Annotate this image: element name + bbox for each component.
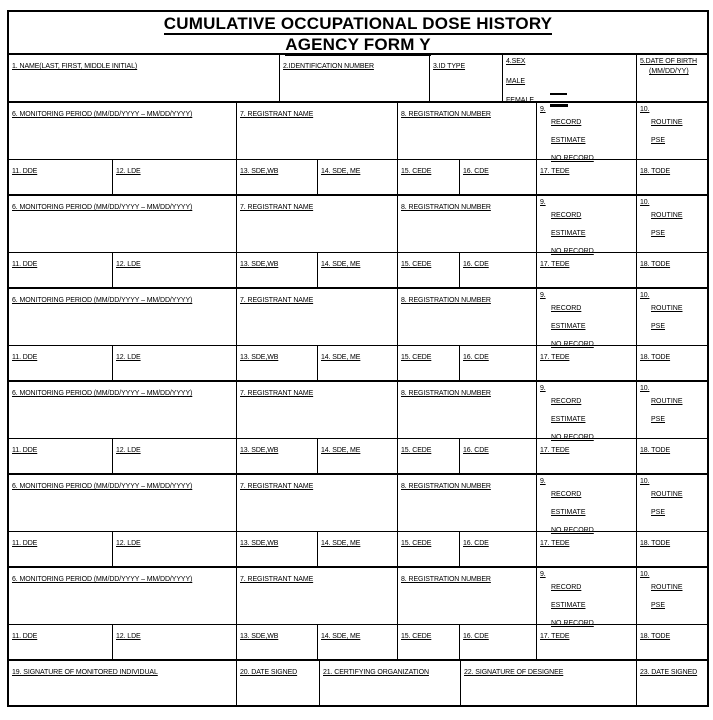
sex-field — [502, 55, 636, 104]
option-pse[interactable]: PSE — [651, 323, 666, 330]
sde-wb-field[interactable] — [236, 253, 317, 287]
cede-label: 15. CEDE — [401, 168, 432, 175]
dde-field[interactable] — [9, 346, 112, 380]
option-pse[interactable]: PSE — [651, 137, 666, 144]
date-signed-field[interactable] — [236, 661, 319, 705]
tede-field[interactable] — [536, 532, 636, 566]
option-no-record[interactable]: NO RECORD — [551, 341, 594, 348]
option-record[interactable]: RECORD — [551, 119, 582, 126]
exposure-type-label: 10. — [640, 106, 650, 113]
tede-label: 17. TEDE — [540, 261, 570, 268]
record-type-field — [536, 475, 636, 534]
registration-number-label: 8. REGISTRATION NUMBER — [401, 297, 491, 304]
option-routine[interactable]: ROUTINE — [651, 305, 683, 312]
exposure-type-label: 10. — [640, 292, 650, 299]
registrant-name-field[interactable] — [236, 103, 397, 159]
exposure-type-field — [636, 382, 707, 438]
monitoring-period-label: 6. MONITORING PERIOD (MM/DD/YYYY – MM/DD/YYYY) — [12, 297, 193, 304]
sde-me-label: 14. SDE, ME — [321, 633, 361, 640]
tode-label: 18. TODE — [640, 633, 671, 640]
monitoring-period-label: 6. MONITORING PERIOD (MM/DD/YYYY – MM/DD/YYYY) — [12, 111, 193, 118]
sde-wb-label: 13. SDE,WB — [240, 354, 279, 361]
tode-field[interactable] — [636, 625, 707, 659]
lde-field[interactable] — [112, 253, 236, 287]
registrant-name-field[interactable] — [236, 196, 397, 252]
monitoring-period-field[interactable] — [9, 568, 236, 624]
designee-date-signed-field[interactable] — [636, 661, 707, 705]
monitoring-period-field[interactable] — [9, 103, 236, 159]
exposure-type-field — [636, 475, 707, 531]
tode-label: 18. TODE — [640, 540, 671, 547]
cde-label: 16. CDE — [463, 354, 489, 361]
form-title: CUMULATIVE OCCUPATIONAL DOSE HISTORY — [163, 14, 553, 33]
monitoring-period-field[interactable] — [9, 196, 236, 252]
monitoring-block — [9, 194, 707, 287]
form-subtitle: AGENCY FORM Y — [285, 35, 431, 54]
registrant-name-field[interactable] — [236, 382, 397, 438]
option-record[interactable]: RECORD — [551, 584, 582, 591]
date-signed-label: 20. DATE SIGNED — [240, 669, 298, 676]
record-type-label: 9. — [540, 571, 546, 578]
dde-label: 11. DDE — [12, 540, 38, 547]
cede-label: 15. CEDE — [401, 447, 432, 454]
cde-field[interactable] — [459, 439, 536, 473]
certifying-organization-label: 21. CERTIFYING ORGANIZATION — [323, 669, 429, 676]
tode-label: 18. TODE — [640, 168, 671, 175]
tode-label: 18. TODE — [640, 447, 671, 454]
signature-row — [9, 659, 707, 705]
cde-label: 16. CDE — [463, 261, 489, 268]
lde-label: 12. LDE — [116, 540, 141, 547]
option-record[interactable]: RECORD — [551, 491, 582, 498]
signature-designee-field[interactable] — [460, 661, 636, 705]
option-estimate[interactable]: ESTIMATE — [551, 416, 586, 423]
dde-field[interactable] — [9, 253, 112, 287]
tede-label: 17. TEDE — [540, 168, 570, 175]
sex-fill-line[interactable] — [550, 93, 567, 95]
registration-number-field[interactable] — [397, 289, 536, 345]
tode-label: 18. TODE — [640, 354, 671, 361]
sex-option-female[interactable]: FEMALE — [506, 97, 535, 104]
id-type-field[interactable] — [429, 55, 502, 101]
cede-field[interactable] — [397, 625, 459, 659]
registrant-name-label: 7. REGISTRANT NAME — [240, 297, 314, 304]
form-title-block — [9, 12, 707, 53]
exposure-type-label: 10. — [640, 385, 650, 392]
cde-label: 16. CDE — [463, 633, 489, 640]
option-pse[interactable]: PSE — [651, 509, 666, 516]
monitoring-block — [9, 101, 707, 194]
cde-label: 16. CDE — [463, 540, 489, 547]
registration-number-label: 8. REGISTRATION NUMBER — [401, 111, 491, 118]
cede-field[interactable] — [397, 253, 459, 287]
signature-monitored-label: 19. SIGNATURE OF MONITORED INDIVIDUAL — [12, 669, 158, 676]
dose-history-form — [7, 10, 709, 707]
exposure-type-field — [636, 103, 707, 159]
option-pse[interactable]: PSE — [651, 230, 666, 237]
monitoring-period-field[interactable] — [9, 382, 236, 438]
record-type-label: 9. — [540, 478, 546, 485]
option-pse[interactable]: PSE — [651, 416, 666, 423]
monitoring-block — [9, 380, 707, 473]
record-type-label: 9. — [540, 385, 546, 392]
record-type-label: 9. — [540, 292, 546, 299]
record-type-field — [536, 568, 636, 627]
option-routine[interactable]: ROUTINE — [651, 584, 683, 591]
monitoring-period-label: 6. MONITORING PERIOD (MM/DD/YYYY – MM/DD/YYYY) — [12, 390, 193, 397]
cde-field[interactable] — [459, 625, 536, 659]
registration-number-field[interactable] — [397, 196, 536, 252]
tede-field[interactable] — [536, 439, 636, 473]
tode-field[interactable] — [636, 439, 707, 473]
registration-number-field[interactable] — [397, 382, 536, 438]
designee-date-signed-label: 23. DATE SIGNED — [640, 669, 698, 676]
lde-field[interactable] — [112, 160, 236, 194]
certifying-organization-field[interactable] — [319, 661, 460, 705]
cde-field[interactable] — [459, 253, 536, 287]
dde-label: 11. DDE — [12, 447, 38, 454]
cede-field[interactable] — [397, 532, 459, 566]
dde-label: 11. DDE — [12, 261, 38, 268]
option-record[interactable]: RECORD — [551, 398, 582, 405]
registrant-name-field[interactable] — [236, 475, 397, 531]
sde-wb-field[interactable] — [236, 346, 317, 380]
option-routine[interactable]: ROUTINE — [651, 491, 683, 498]
record-type-field — [536, 382, 636, 441]
registration-number-label: 8. REGISTRATION NUMBER — [401, 483, 491, 490]
registrant-name-label: 7. REGISTRANT NAME — [240, 204, 314, 211]
registrant-name-field[interactable] — [236, 289, 397, 345]
sex-option-male[interactable]: MALE — [506, 78, 526, 85]
date-of-birth-label: 5.DATE OF BIRTH — [640, 58, 697, 65]
sde-me-field[interactable] — [317, 253, 397, 287]
cde-label: 16. CDE — [463, 447, 489, 454]
option-no-record[interactable]: NO RECORD — [551, 248, 594, 255]
registration-number-field[interactable] — [397, 568, 536, 624]
option-record[interactable]: RECORD — [551, 212, 582, 219]
option-no-record[interactable]: NO RECORD — [551, 434, 594, 441]
dde-field[interactable] — [9, 160, 112, 194]
exposure-type-label: 10. — [640, 199, 650, 206]
sde-wb-label: 13. SDE,WB — [240, 168, 279, 175]
sde-me-field[interactable] — [317, 625, 397, 659]
dde-label: 11. DDE — [12, 354, 38, 361]
tede-field[interactable] — [536, 160, 636, 194]
record-type-label: 9. — [540, 106, 546, 113]
sde-wb-field[interactable] — [236, 439, 317, 473]
registrant-name-label: 7. REGISTRANT NAME — [240, 111, 314, 118]
lde-label: 12. LDE — [116, 633, 141, 640]
sde-me-field[interactable] — [317, 439, 397, 473]
monitoring-period-field[interactable] — [9, 289, 236, 345]
sde-wb-field[interactable] — [236, 625, 317, 659]
lde-label: 12. LDE — [116, 447, 141, 454]
tode-field[interactable] — [636, 532, 707, 566]
cede-field[interactable] — [397, 160, 459, 194]
identification-number-label: 2.IDENTIFICATION NUMBER — [283, 63, 374, 70]
sde-me-label: 14. SDE, ME — [321, 354, 361, 361]
sde-me-field[interactable] — [317, 160, 397, 194]
exposure-type-label: 10. — [640, 571, 650, 578]
option-pse[interactable]: PSE — [651, 602, 666, 609]
sde-me-label: 14. SDE, ME — [321, 540, 361, 547]
registrant-name-field[interactable] — [236, 568, 397, 624]
tede-field[interactable] — [536, 625, 636, 659]
option-routine[interactable]: ROUTINE — [651, 398, 683, 405]
monitoring-period-label: 6. MONITORING PERIOD (MM/DD/YYYY – MM/DD/YYYY) — [12, 204, 193, 211]
tede-field[interactable] — [536, 346, 636, 380]
registration-number-label: 8. REGISTRATION NUMBER — [401, 204, 491, 211]
registration-number-label: 8. REGISTRATION NUMBER — [401, 390, 491, 397]
sde-me-field[interactable] — [317, 532, 397, 566]
option-routine[interactable]: ROUTINE — [651, 119, 683, 126]
lde-field[interactable] — [112, 346, 236, 380]
sde-wb-field[interactable] — [236, 160, 317, 194]
sde-me-label: 14. SDE, ME — [321, 447, 361, 454]
lde-label: 12. LDE — [116, 354, 141, 361]
record-type-field — [536, 196, 636, 255]
monitoring-block — [9, 566, 707, 659]
sde-me-label: 14. SDE, ME — [321, 261, 361, 268]
option-estimate[interactable]: ESTIMATE — [551, 323, 586, 330]
sde-wb-label: 13. SDE,WB — [240, 261, 279, 268]
exposure-type-field — [636, 289, 707, 345]
identity-row — [9, 53, 707, 104]
cede-label: 15. CEDE — [401, 633, 432, 640]
option-no-record[interactable]: NO RECORD — [551, 155, 594, 162]
name-field[interactable] — [9, 55, 279, 101]
exposure-type-field — [636, 196, 707, 252]
date-of-birth-field[interactable] — [636, 55, 707, 101]
tode-field[interactable] — [636, 346, 707, 380]
monitoring-period-field[interactable] — [9, 475, 236, 531]
date-of-birth-format: (MM/DD/YY) — [649, 68, 689, 75]
lde-label: 12. LDE — [116, 168, 141, 175]
cede-field[interactable] — [397, 346, 459, 380]
cde-field[interactable] — [459, 346, 536, 380]
name-label: 1. NAME(LAST, FIRST, MIDDLE INITIAL) — [12, 63, 138, 70]
monitoring-period-label: 6. MONITORING PERIOD (MM/DD/YYYY – MM/DD/YYYY) — [12, 576, 193, 583]
record-type-field — [536, 103, 636, 162]
sex-label: 4.SEX — [506, 58, 526, 65]
cede-label: 15. CEDE — [401, 354, 432, 361]
cede-label: 15. CEDE — [401, 261, 432, 268]
monitoring-block — [9, 287, 707, 380]
tede-label: 17. TEDE — [540, 354, 570, 361]
sde-wb-label: 13. SDE,WB — [240, 633, 279, 640]
tede-label: 17. TEDE — [540, 540, 570, 547]
sde-wb-field[interactable] — [236, 532, 317, 566]
dde-label: 11. DDE — [12, 168, 38, 175]
id-type-label: 3.ID TYPE — [433, 63, 466, 70]
identification-number-field[interactable] — [279, 55, 429, 101]
tode-label: 18. TODE — [640, 261, 671, 268]
sde-me-field[interactable] — [317, 346, 397, 380]
registration-number-label: 8. REGISTRATION NUMBER — [401, 576, 491, 583]
exposure-type-field — [636, 568, 707, 624]
option-routine[interactable]: ROUTINE — [651, 212, 683, 219]
sde-me-label: 14. SDE, ME — [321, 168, 361, 175]
tede-label: 17. TEDE — [540, 633, 570, 640]
exposure-type-label: 10. — [640, 478, 650, 485]
cde-field[interactable] — [459, 160, 536, 194]
registration-number-field[interactable] — [397, 103, 536, 159]
signature-monitored-field[interactable] — [9, 661, 236, 705]
lde-field[interactable] — [112, 439, 236, 473]
lde-field[interactable] — [112, 532, 236, 566]
registrant-name-label: 7. REGISTRANT NAME — [240, 576, 314, 583]
dde-field[interactable] — [9, 625, 112, 659]
monitoring-period-label: 6. MONITORING PERIOD (MM/DD/YYYY – MM/DD/YYYY) — [12, 483, 193, 490]
cde-label: 16. CDE — [463, 168, 489, 175]
option-no-record[interactable]: NO RECORD — [551, 527, 594, 534]
monitoring-block — [9, 473, 707, 566]
cde-field[interactable] — [459, 532, 536, 566]
option-estimate[interactable]: ESTIMATE — [551, 602, 586, 609]
option-record[interactable]: RECORD — [551, 305, 582, 312]
tode-field[interactable] — [636, 253, 707, 287]
registrant-name-label: 7. REGISTRANT NAME — [240, 390, 314, 397]
lde-field[interactable] — [112, 625, 236, 659]
record-type-label: 9. — [540, 199, 546, 206]
signature-designee-label: 22. SIGNATURE OF DESIGNEE — [464, 669, 564, 676]
cede-field[interactable] — [397, 439, 459, 473]
tode-field[interactable] — [636, 160, 707, 194]
tede-field[interactable] — [536, 253, 636, 287]
record-type-field — [536, 289, 636, 348]
sde-wb-label: 13. SDE,WB — [240, 540, 279, 547]
tede-label: 17. TEDE — [540, 447, 570, 454]
option-estimate[interactable]: ESTIMATE — [551, 509, 586, 516]
option-estimate[interactable]: ESTIMATE — [551, 137, 586, 144]
lde-label: 12. LDE — [116, 261, 141, 268]
registrant-name-label: 7. REGISTRANT NAME — [240, 483, 314, 490]
sde-wb-label: 13. SDE,WB — [240, 447, 279, 454]
option-no-record[interactable]: NO RECORD — [551, 620, 594, 627]
cede-label: 15. CEDE — [401, 540, 432, 547]
option-estimate[interactable]: ESTIMATE — [551, 230, 586, 237]
dde-field[interactable] — [9, 439, 112, 473]
dde-label: 11. DDE — [12, 633, 38, 640]
dde-field[interactable] — [9, 532, 112, 566]
registration-number-field[interactable] — [397, 475, 536, 531]
